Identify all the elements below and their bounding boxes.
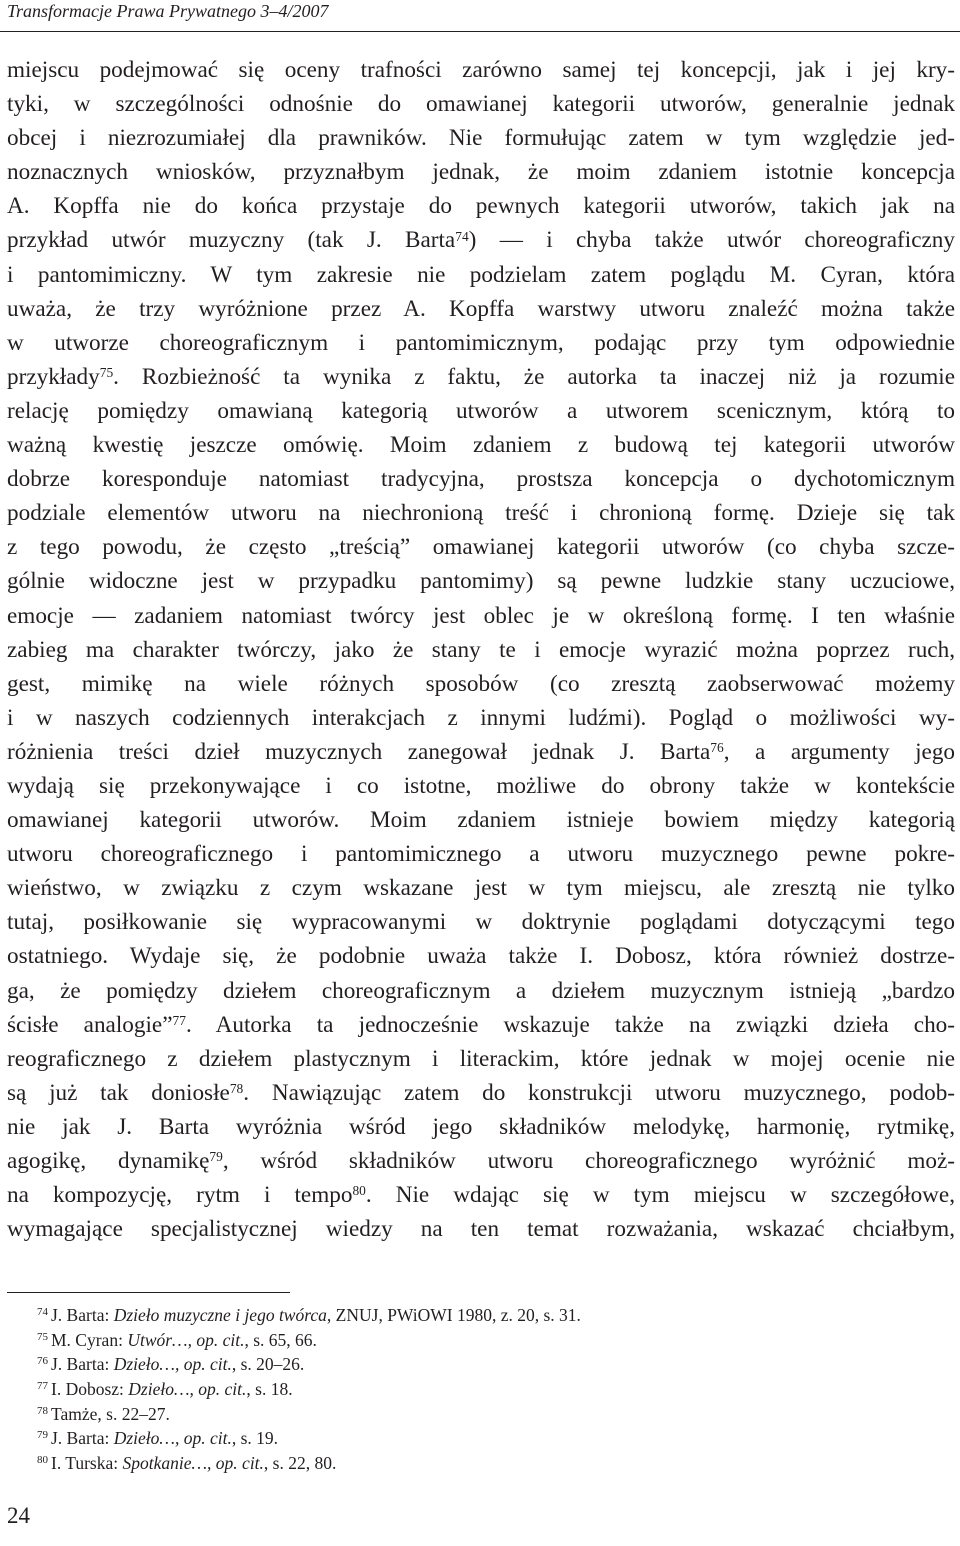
body-line: [7, 428, 955, 462]
footnote-number: 76: [37, 1355, 48, 1368]
footnote: [37, 1377, 737, 1402]
body-line-text: miejscu podejmować się oceny trafności zarówno samej tej koncepcji, jak i jej kry-: [7, 57, 955, 83]
body-line: [7, 326, 955, 360]
footnote-separator: [7, 1292, 290, 1293]
footnote-title: Utwór…, op. cit.: [127, 1329, 245, 1350]
footnote-title: Spotkanie…, op. cit.: [122, 1453, 264, 1474]
body-line-text-after: . Nawiązując zatem do konstrukcji utworu muzycznego, podob-: [243, 1079, 955, 1106]
body-line: [7, 360, 955, 394]
body-line-text: relację pomiędzy omawianą kategorią utworów a utworem scenicznym, którą to: [7, 397, 955, 424]
body-line: [7, 735, 955, 769]
body-line-text: obcej i niezrozumiałej dla prawników. Nie formułując zatem w tym względzie jed-: [7, 125, 955, 152]
footnote: [37, 1328, 737, 1353]
body-line: [7, 1008, 955, 1042]
footnote-title: Dzieło muzyczne i jego twórca: [113, 1305, 327, 1325]
footnote-text: I. Turska:: [51, 1453, 123, 1474]
body-line-text: noznacznych wniosków, przyznałbym jednak, że moim zdaniem istotnie koncepcja: [7, 159, 955, 186]
body-line-text: uważa, że trzy wyróżnione przez A. Kopffa warstwy utworu znaleźć można także: [7, 295, 955, 322]
footnote-reference: 78: [229, 1081, 244, 1097]
body-line-text: i w naszych codziennych interakcjach z innymi ludźmi). Pogląd o możliwości wy-: [7, 704, 955, 731]
body-line: [7, 633, 955, 667]
body-line-text-after: ) — i chyba także utwór choreograficzny: [468, 227, 955, 254]
body-line: [7, 223, 955, 257]
body-line-text: dobrze koresponduje natomiast tradycyjna, prostsza koncepcja o dychotomicznym: [7, 466, 955, 493]
footnote-number: 75: [37, 1330, 48, 1343]
footnote: [37, 1352, 737, 1377]
body-line-text: na kompozycję, rytm i tempo: [7, 1182, 353, 1209]
header-rule: [0, 31, 960, 32]
footnote-reference: 74: [455, 228, 469, 244]
footnote-number: 78: [37, 1404, 48, 1417]
footnote-title: Dzieło…, op. cit.: [113, 1354, 232, 1375]
body-line-text: w utworze choreograficznym i pantomimicznym, podając przy tym odpowiednie: [7, 329, 955, 356]
body-line-text: emocje — zadaniem natomiast twórcy jest oblec je w określoną formę. I ten właśnie: [7, 602, 955, 629]
body-line-text: przykłady: [7, 363, 100, 390]
body-line: [7, 530, 955, 564]
body-line: [7, 1110, 955, 1144]
body-line: [7, 837, 955, 871]
footnote-number: 80: [37, 1454, 48, 1467]
footnote-reference: 79: [209, 1149, 223, 1165]
body-line-text-after: , a argumenty jego: [723, 738, 955, 765]
body-line-text: ostatniego. Wydaje się, że podobnie uważa także I. Dobosz, która również dostrze-: [7, 943, 955, 970]
main-body-text: [7, 53, 955, 1246]
body-line: [7, 974, 955, 1008]
body-line-text: są już tak doniosłe: [7, 1079, 230, 1106]
journal-header: Transformacje Prawa Prywatnego 3–4/2007: [7, 1, 329, 21]
body-line: [7, 701, 955, 735]
footnote-text: J. Barta:: [51, 1354, 114, 1375]
page-number: 24: [7, 1503, 30, 1528]
body-line: [7, 599, 955, 633]
body-line-text: wymagające specjalistycznej wiedzy na ten temat rozważania, wskazać chciałbym,: [7, 1216, 955, 1243]
footnote-number: 79: [37, 1429, 48, 1442]
body-line-text-after: , wśród składników utworu choreograficznego wyróżnić moż-: [222, 1148, 955, 1174]
footnote-text-after: , ZNUJ, PWiOWI 1980, z. 20, s. 31.: [326, 1305, 581, 1325]
footnote-text: J. Barta:: [51, 1305, 114, 1325]
body-line-text: z tego powodu, że często „treścią” omawianej kategorii utworów (co chyba szcze-: [7, 534, 955, 561]
body-line: [7, 53, 955, 87]
footnote-text-after: , s. 18.: [246, 1379, 293, 1400]
body-line: [7, 939, 955, 973]
body-line-text: gest, mimikę na wiele różnych sposobów (co zresztą zaobserwować możemy: [7, 670, 955, 697]
body-line-text-after: . Rozbieżność ta wynika z faktu, że autorka ta inaczej niż ja rozumie: [113, 363, 955, 390]
body-line: [7, 1212, 955, 1246]
body-line: [7, 769, 955, 803]
body-line: [7, 1144, 955, 1178]
body-line: [7, 292, 955, 326]
body-line-text: przykład utwór muzyczny (tak J. Barta: [7, 227, 456, 254]
body-line: [7, 1076, 955, 1110]
body-line-text: tyki, w szczególności odnośnie do omawianej kategorii utworów, generalnie jednak: [7, 91, 955, 118]
footnotes: [37, 1303, 737, 1476]
body-line-text: utworu choreograficznego i pantomimicznego a utworu muzycznego pewne pokre-: [7, 841, 955, 868]
body-line-text: agogikę, dynamikę: [7, 1148, 210, 1174]
footnote-reference: 80: [352, 1183, 366, 1199]
body-line-text: gólnie widoczne jest w przypadku pantomimy) są pewne ludzkie stany uczuciowe,: [7, 568, 955, 595]
body-line-text: ścisłe analogie”: [7, 1011, 173, 1038]
footnote-text-after: , s. 65, 66.: [244, 1329, 317, 1350]
body-line-text: ga, że pomiędzy dziełem choreograficznym a dziełem muzycznym istnieją „bardzo: [7, 977, 955, 1004]
body-line: [7, 564, 955, 598]
body-line: [7, 871, 955, 905]
body-line: [7, 121, 955, 155]
footnote-title: Dzieło…, op. cit.: [113, 1428, 232, 1449]
footnote-number: 77: [37, 1380, 48, 1393]
body-line-text: wydają się przekonywające i co istotne, możliwe do obrony także w kontekście: [7, 772, 955, 799]
body-line: [7, 394, 955, 428]
body-line-text: nie jak J. Barta wyróżnia wśród jego składników melodykę, harmonię, rytmikę,: [7, 1113, 955, 1140]
body-line-text: A. Kopffa nie do końca przystaje do pewnych kategorii utworów, takich jak na: [7, 193, 955, 220]
footnote: [37, 1451, 737, 1476]
body-line: [7, 258, 955, 292]
body-line: [7, 1042, 955, 1076]
footnote-text: Tamże, s. 22–27.: [51, 1403, 170, 1424]
body-line: [7, 189, 955, 223]
footnote-text: I. Dobosz:: [51, 1379, 129, 1400]
footnote-reference: 76: [710, 740, 724, 756]
footnote-text-after: , s. 20–26.: [231, 1354, 305, 1375]
body-line-text: zabieg ma charakter twórczy, jako że stany te i emocje wyrazić można poprzez ruch,: [7, 636, 955, 663]
footnote-reference: 75: [99, 365, 114, 381]
body-line-text: podziale elementów utworu na niechronioną treść i chronioną formę. Dzieje się tak: [7, 500, 955, 527]
body-line: [7, 155, 955, 189]
body-line-text: tutaj, posiłkowanie się wypracowanymi w doktrynie poglądami dotyczącymi tego: [7, 909, 955, 936]
footnote-text: M. Cyran:: [51, 1329, 128, 1350]
footnote-title: Dzieło…, op. cit.: [128, 1379, 247, 1400]
footnote-reference: 77: [172, 1012, 186, 1028]
footnote-text-after: , s. 19.: [231, 1428, 279, 1449]
body-line-text: reograficznego z dziełem plastycznym i literackim, które jednak w mojej ocenie nie: [7, 1045, 955, 1072]
body-line: [7, 905, 955, 939]
body-line: [7, 803, 955, 837]
footnote: [37, 1402, 737, 1427]
footnote-number: 74: [37, 1305, 48, 1318]
footnote: [37, 1303, 737, 1328]
body-line-text: ważną kwestię jeszcze omówię. Moim zdaniem z budową tej kategorii utworów: [7, 432, 955, 459]
body-line-text: i pantomimiczny. W tym zakresie nie podzielam zatem poglądu M. Cyran, która: [7, 261, 955, 288]
body-line-text: różnienia treści dzieł muzycznych zanegował jednak J. Barta: [7, 738, 711, 765]
body-line-text-after: . Autorka ta jednocześnie wskazuje także na związki dzieła cho-: [185, 1011, 955, 1038]
body-line-text-after: . Nie wdając się w tym miejscu w szczegółowe,: [365, 1182, 955, 1209]
body-line: [7, 462, 955, 496]
body-line: [7, 87, 955, 121]
footnote-text-after: , s. 22, 80.: [263, 1453, 337, 1474]
footnote: [37, 1426, 737, 1451]
body-line: [7, 1178, 955, 1212]
footnote-text: J. Barta:: [51, 1428, 114, 1449]
body-line-text: wieństwo, w związku z czym wskazane jest w tym miejscu, ale zresztą nie tylko: [7, 875, 955, 902]
body-line: [7, 667, 955, 701]
body-line-text: omawianej kategorii utworów. Moim zdaniem istnieje bowiem między kategorią: [7, 807, 955, 834]
body-line: [7, 496, 955, 530]
